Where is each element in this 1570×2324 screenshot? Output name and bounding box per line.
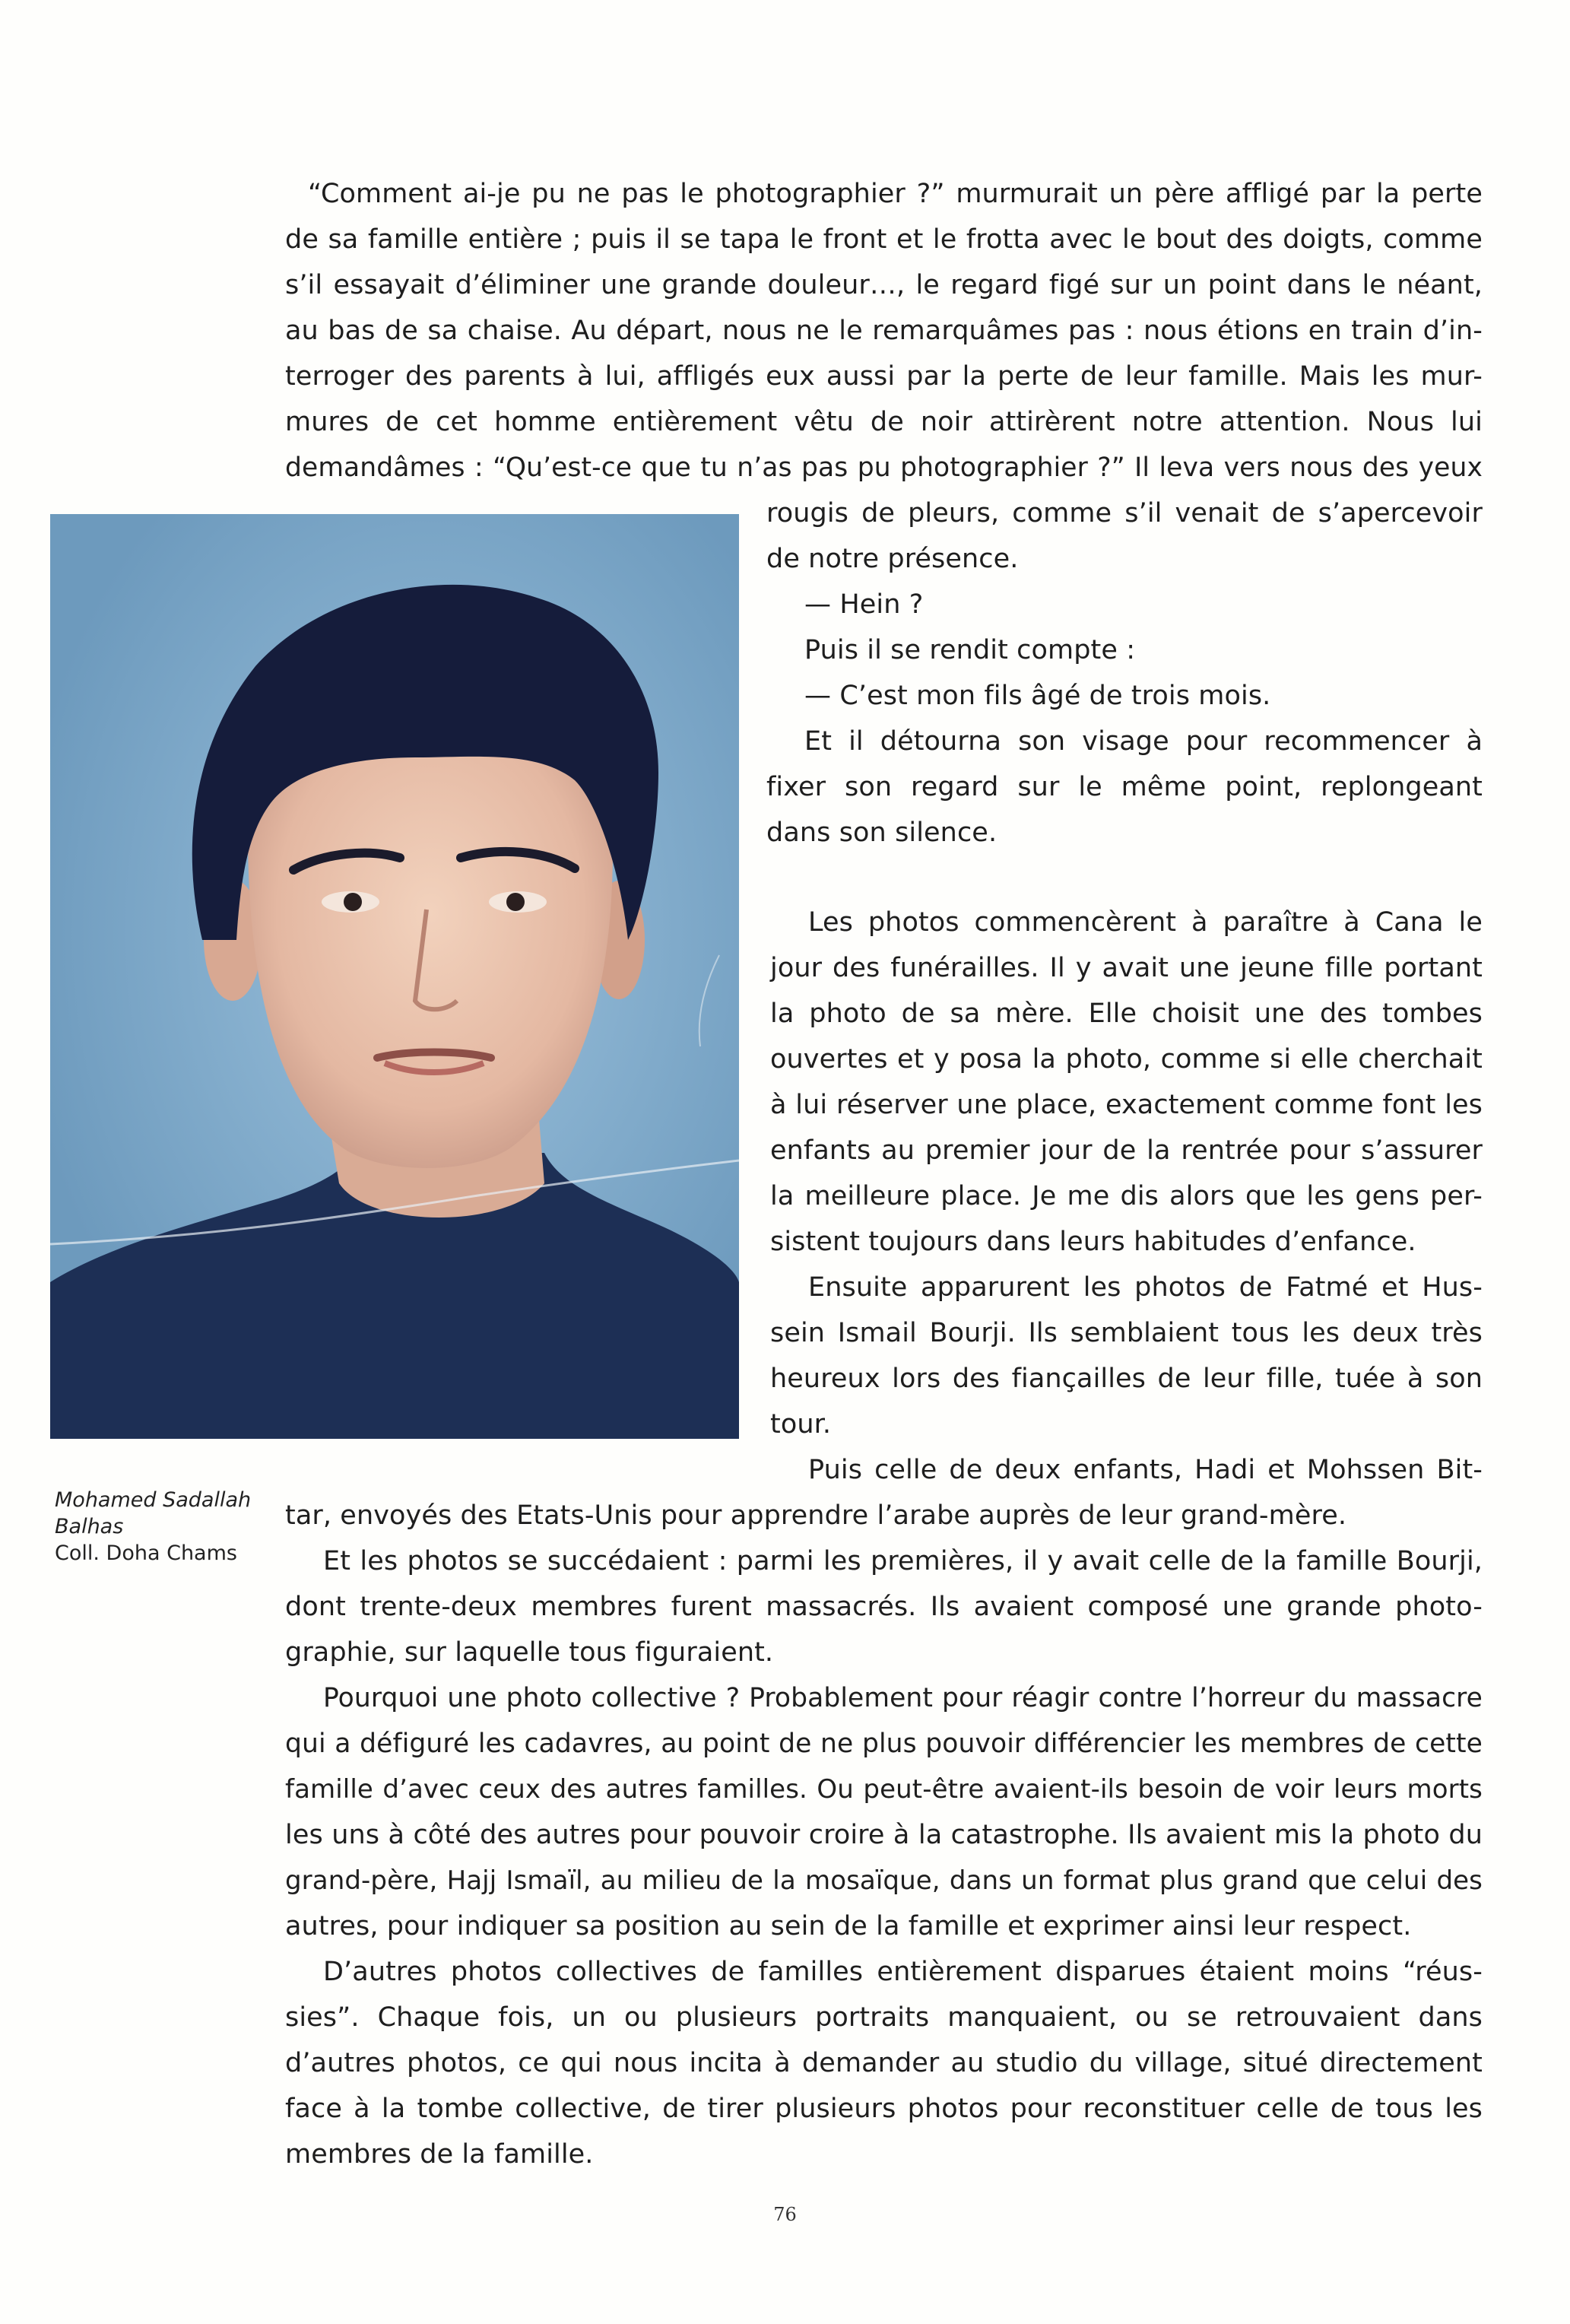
text-line: de notre présence. bbox=[766, 544, 1019, 574]
text-line: Et il détourna son visage pour recommencer à bbox=[804, 726, 1483, 757]
text-line: Pourquoi une photo collective ? Probablement pour réagir contre l’horreur du massacre bbox=[323, 1683, 1483, 1713]
text-line: jour des funérailles. Il y avait une jeune fille portant bbox=[770, 953, 1483, 983]
text-line: ouvertes et y posa la photo, comme si elle cherchait bbox=[770, 1044, 1483, 1075]
text-line: grand-père, Hajj Ismaïl, au milieu de la mosaïque, dans un format plus grand que celui des bbox=[285, 1865, 1483, 1896]
text-line: la photo de sa mère. Elle choisit une des tombes bbox=[770, 998, 1483, 1029]
text-line: qui a défiguré les cadavres, au point de ne plus pouvoir différencier les membres de cette bbox=[285, 1729, 1483, 1759]
caption-name-line1: Mohamed Sadallah bbox=[55, 1488, 252, 1512]
text-line: — Hein ? bbox=[804, 589, 924, 620]
text-line: les uns à côté des autres pour pouvoir croire à la catastrophe. Ils avaient mis la photo du bbox=[285, 1820, 1483, 1850]
text-line: s’il essayait d’éliminer une grande douleur…, le regard figé sur un point dans le néant, bbox=[285, 270, 1483, 300]
text-line: Les photos commencèrent à paraître à Cana le bbox=[808, 907, 1483, 938]
portrait-photo bbox=[50, 514, 739, 1439]
text-line: face à la tombe collective, de tirer plusieurs photos pour reconstituer celle de tous les bbox=[285, 2094, 1483, 2124]
caption-credit: Coll. Doha Chams bbox=[55, 1541, 237, 1565]
text-line: D’autres photos collectives de familles entièrement disparues étaient moins “réus- bbox=[323, 1957, 1483, 1987]
photo-caption bbox=[55, 1487, 283, 1567]
text-line: au bas de sa chaise. Au départ, nous ne le remarquâmes pas : nous étions en train d’in- bbox=[285, 316, 1483, 346]
caption-name-line2: Balhas bbox=[55, 1515, 124, 1538]
text-line: “Comment ai-je pu ne pas le photographier ?” murmurait un père affligé par la perte bbox=[308, 179, 1483, 209]
text-line: terroger des parents à lui, affligés eux aussi par la perte de leur famille. Mais les mur- bbox=[285, 361, 1483, 392]
text-line: heureux lors des fiançailles de leur fille, tuée à son bbox=[770, 1364, 1483, 1394]
text-line: de sa famille entière ; puis il se tapa le front et le frotta avec le bout des doigts, comme bbox=[285, 224, 1483, 255]
text-line: Puis celle de deux enfants, Hadi et Mohssen Bit- bbox=[808, 1455, 1483, 1485]
text-line: graphie, sur laquelle tous figuraient. bbox=[285, 1637, 774, 1668]
text-line: membres de la famille. bbox=[285, 2139, 594, 2170]
text-line: sein Ismail Bourji. Ils semblaient tous les deux très bbox=[770, 1318, 1483, 1348]
text-line: à lui réserver une place, exactement comme font les bbox=[770, 1090, 1483, 1120]
text-line: rougis de pleurs, comme s’il venait de s’apercevoir bbox=[766, 498, 1483, 529]
text-line: fixer son regard sur le même point, replongeant bbox=[766, 772, 1483, 802]
text-line: Ensuite apparurent les photos de Fatmé et Hus- bbox=[808, 1272, 1483, 1303]
text-line: autres, pour indiquer sa position au sein de la famille et exprimer ainsi leur respect. bbox=[285, 1911, 1412, 1941]
portrait-illustration bbox=[50, 514, 739, 1439]
text-line: — C’est mon fils âgé de trois mois. bbox=[804, 681, 1271, 711]
text-line: d’autres photos, ce qui nous incita à demander au studio du village, situé directement bbox=[285, 2048, 1483, 2078]
text-line: demandâmes : “Qu’est-ce que tu n’as pas pu photographier ?” Il leva vers nous des yeux bbox=[285, 452, 1483, 483]
text-line: sies”. Chaque fois, un ou plusieurs portraits manquaient, ou se retrouvaient dans bbox=[285, 2002, 1483, 2033]
text-line: mures de cet homme entièrement vêtu de noir attirèrent notre attention. Nous lui bbox=[285, 407, 1483, 437]
text-line: enfants au premier jour de la rentrée pour s’assurer bbox=[770, 1135, 1483, 1166]
page-number: 76 bbox=[773, 2204, 797, 2225]
text-line: tour. bbox=[770, 1409, 832, 1440]
text-line: tar, envoyés des Etats-Unis pour apprendre l’arabe auprès de leur grand-mère. bbox=[285, 1500, 1347, 1531]
text-line: dans son silence. bbox=[766, 818, 998, 848]
text-line: dont trente-deux membres furent massacrés. Ils avaient composé une grande photo- bbox=[285, 1592, 1483, 1622]
text-line: Puis il se rendit compte : bbox=[804, 635, 1136, 665]
text-line: Et les photos se succédaient : parmi les premières, il y avait celle de la famille Bourji, bbox=[323, 1546, 1483, 1576]
text-line: sistent toujours dans leurs habitudes d’enfance. bbox=[770, 1227, 1416, 1257]
text-line: famille d’avec ceux des autres familles. Ou peut-être avaient-ils besoin de voir leurs morts bbox=[285, 1774, 1483, 1805]
text-line: la meilleure place. Je me dis alors que les gens per- bbox=[770, 1181, 1483, 1211]
